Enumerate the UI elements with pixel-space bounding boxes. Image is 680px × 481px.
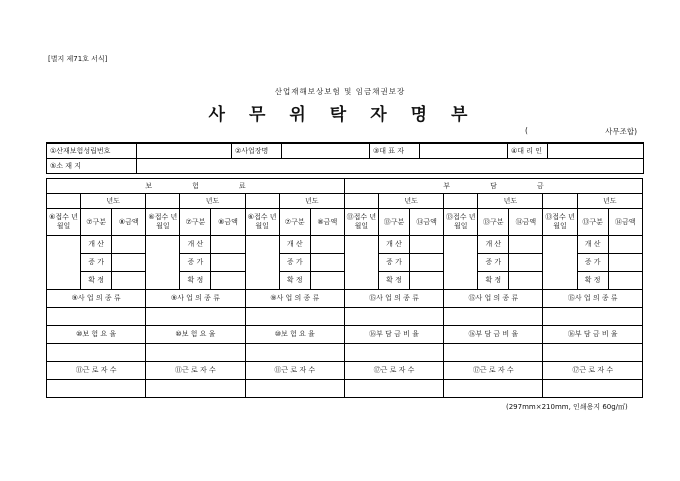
amount-cell[interactable]: [310, 236, 344, 254]
business-type-field[interactable]: [543, 308, 643, 326]
year-blank-6[interactable]: [543, 194, 577, 209]
col-category: ⑦구분: [279, 209, 310, 236]
business-type-field[interactable]: [245, 308, 344, 326]
status-label: 확 정: [478, 272, 509, 290]
insurance-rate-label: ⑩보 험 요 율: [146, 326, 245, 344]
col-receipt-date: ⑥접수 년월일: [47, 209, 81, 236]
paper-spec-note: (297mm×210mm, 인쇄용지 60g/㎡): [506, 403, 628, 411]
col-amount-b: ⑭금액: [608, 209, 642, 236]
year-label: 년도: [81, 194, 146, 209]
status-label: 확 정: [180, 272, 211, 290]
business-type-label: ⑨사 업 의 종 류: [146, 290, 245, 308]
address-field[interactable]: [137, 159, 644, 174]
col-category-b: ⑬구분: [577, 209, 608, 236]
worker-count-field[interactable]: [543, 380, 643, 398]
year-label: 년도: [378, 194, 443, 209]
union-open-paren: (: [525, 126, 528, 135]
year-blank-4[interactable]: [344, 194, 378, 209]
business-type-field[interactable]: [146, 308, 245, 326]
amount-cell[interactable]: [410, 272, 444, 290]
status-label: 증 가: [81, 254, 112, 272]
status-label: 개 산: [81, 236, 112, 254]
receipt-date-cell[interactable]: [245, 236, 279, 290]
worker-count-label: ⑪근 로 자 수: [245, 362, 344, 380]
year-blank-3[interactable]: [245, 194, 279, 209]
col-amount: ⑧금액: [112, 209, 146, 236]
worker-count-label: ⑰근 로 자 수: [543, 362, 643, 380]
amount-cell[interactable]: [509, 254, 543, 272]
receipt-date-cell[interactable]: [444, 236, 478, 290]
col-receipt-date: ⑥접수 년월일: [245, 209, 279, 236]
col-amount: ⑧금액: [310, 209, 344, 236]
status-row-estimate: [47, 236, 643, 254]
status-label: 증 가: [577, 254, 608, 272]
amount-cell[interactable]: [509, 272, 543, 290]
col-category-b: ⑬구분: [378, 209, 409, 236]
status-label: 개 산: [378, 236, 409, 254]
amount-cell[interactable]: [608, 272, 642, 290]
year-blank-5[interactable]: [444, 194, 478, 209]
rate-field[interactable]: [146, 344, 245, 362]
col-amount-b: ⑭금액: [509, 209, 543, 236]
col-amount: ⑧금액: [211, 209, 245, 236]
business-type-label: ⑮사 업 의 종 류: [543, 290, 643, 308]
status-label: 개 산: [180, 236, 211, 254]
col-receipt-date: ⑥접수 년월일: [146, 209, 180, 236]
worker-count-field[interactable]: [245, 380, 344, 398]
rate-field[interactable]: [543, 344, 643, 362]
status-label: 확 정: [81, 272, 112, 290]
year-label: 년도: [180, 194, 245, 209]
business-type-label: ⑨사 업 의 종 류: [245, 290, 344, 308]
receipt-date-cell[interactable]: [543, 236, 577, 290]
worker-count-label: ⑰근 로 자 수: [444, 362, 543, 380]
worker-count-label: ⑰근 로 자 수: [344, 362, 443, 380]
agent-field[interactable]: [548, 143, 644, 159]
agent-label: ④대 리 인: [508, 143, 548, 159]
status-label: 확 정: [577, 272, 608, 290]
business-type-field[interactable]: [47, 308, 146, 326]
rate-field[interactable]: [344, 344, 443, 362]
status-label: 증 가: [478, 254, 509, 272]
business-name-label: ②사업장명: [232, 143, 282, 159]
rate-field[interactable]: [47, 344, 146, 362]
insurance-rate-label: ⑩보 험 요 율: [245, 326, 344, 344]
worker-count-field[interactable]: [344, 380, 443, 398]
amount-cell[interactable]: [112, 272, 146, 290]
representative-field[interactable]: [420, 143, 508, 159]
contribution-rate-label: ⑯부 담 금 비 율: [543, 326, 643, 344]
business-type-label: ⑮사 업 의 종 류: [344, 290, 443, 308]
business-name-field[interactable]: [282, 143, 370, 159]
amount-cell[interactable]: [112, 254, 146, 272]
status-label: 개 산: [478, 236, 509, 254]
amount-cell[interactable]: [211, 254, 245, 272]
worker-count-field[interactable]: [146, 380, 245, 398]
status-label: 개 산: [279, 236, 310, 254]
amount-cell[interactable]: [410, 236, 444, 254]
amount-cell[interactable]: [310, 272, 344, 290]
address-label: ⑤소 재 지: [47, 159, 137, 174]
amount-cell[interactable]: [112, 236, 146, 254]
status-label: 개 산: [577, 236, 608, 254]
worker-count-label: ⑪근 로 자 수: [47, 362, 146, 380]
status-label: 증 가: [180, 254, 211, 272]
worker-count-field[interactable]: [47, 380, 146, 398]
col-category-b: ⑬구분: [478, 209, 509, 236]
status-label: 확 정: [279, 272, 310, 290]
business-type-label: ⑮사 업 의 종 류: [444, 290, 543, 308]
form-number-label: [별지 제71호 서식]: [48, 55, 108, 63]
amount-cell[interactable]: [310, 254, 344, 272]
rate-field[interactable]: [444, 344, 543, 362]
representative-label: ③대 표 자: [370, 143, 420, 159]
insurance-section-header: 보험료: [47, 179, 345, 194]
col-category: ⑦구분: [180, 209, 211, 236]
contract-table: [46, 178, 643, 398]
union-suffix: 사무조합): [605, 127, 637, 136]
contribution-rate-label: ⑯부 담 금 비 율: [444, 326, 543, 344]
contribution-rate-label: ⑯부 담 금 비 율: [344, 326, 443, 344]
insurance-rate-label: ⑩보 험 요 율: [47, 326, 146, 344]
worker-count-label: ⑪근 로 자 수: [146, 362, 245, 380]
col-category: ⑦구분: [81, 209, 112, 236]
year-label: 년도: [478, 194, 543, 209]
status-label: 증 가: [279, 254, 310, 272]
business-type-field[interactable]: [344, 308, 443, 326]
status-label: 확 정: [378, 272, 409, 290]
receipt-date-cell[interactable]: [47, 236, 81, 290]
receipt-date-cell[interactable]: [344, 236, 378, 290]
receipt-date-cell[interactable]: [146, 236, 180, 290]
page-title: 사무위탁자명부: [208, 105, 492, 125]
form-subtitle: 산업재해보상보험 및 임금채권보장: [274, 87, 406, 96]
policy-no-label: ①산재보험성립번호: [47, 143, 137, 159]
business-type-field[interactable]: [444, 308, 543, 326]
rate-field[interactable]: [245, 344, 344, 362]
union-label: [525, 126, 637, 137]
policy-no-field[interactable]: [137, 143, 232, 159]
status-label: 증 가: [378, 254, 409, 272]
year-label: 년도: [577, 194, 642, 209]
amount-cell[interactable]: [509, 236, 543, 254]
amount-cell[interactable]: [410, 254, 444, 272]
col-receipt-date-b: ⑬접수 년월일: [344, 209, 378, 236]
col-receipt-date-b: ⑬접수 년월일: [543, 209, 577, 236]
amount-cell[interactable]: [211, 272, 245, 290]
business-info-table: [46, 142, 644, 174]
year-blank-2[interactable]: [146, 194, 180, 209]
year-blank-1[interactable]: [47, 194, 81, 209]
col-receipt-date-b: ⑬접수 년월일: [444, 209, 478, 236]
business-type-label: ⑨사 업 의 종 류: [47, 290, 146, 308]
amount-cell[interactable]: [608, 254, 642, 272]
worker-count-field[interactable]: [444, 380, 543, 398]
contribution-section-header: 부담금: [344, 179, 642, 194]
amount-cell[interactable]: [211, 236, 245, 254]
amount-cell[interactable]: [608, 236, 642, 254]
col-amount-b: ⑭금액: [410, 209, 444, 236]
year-label: 년도: [279, 194, 344, 209]
